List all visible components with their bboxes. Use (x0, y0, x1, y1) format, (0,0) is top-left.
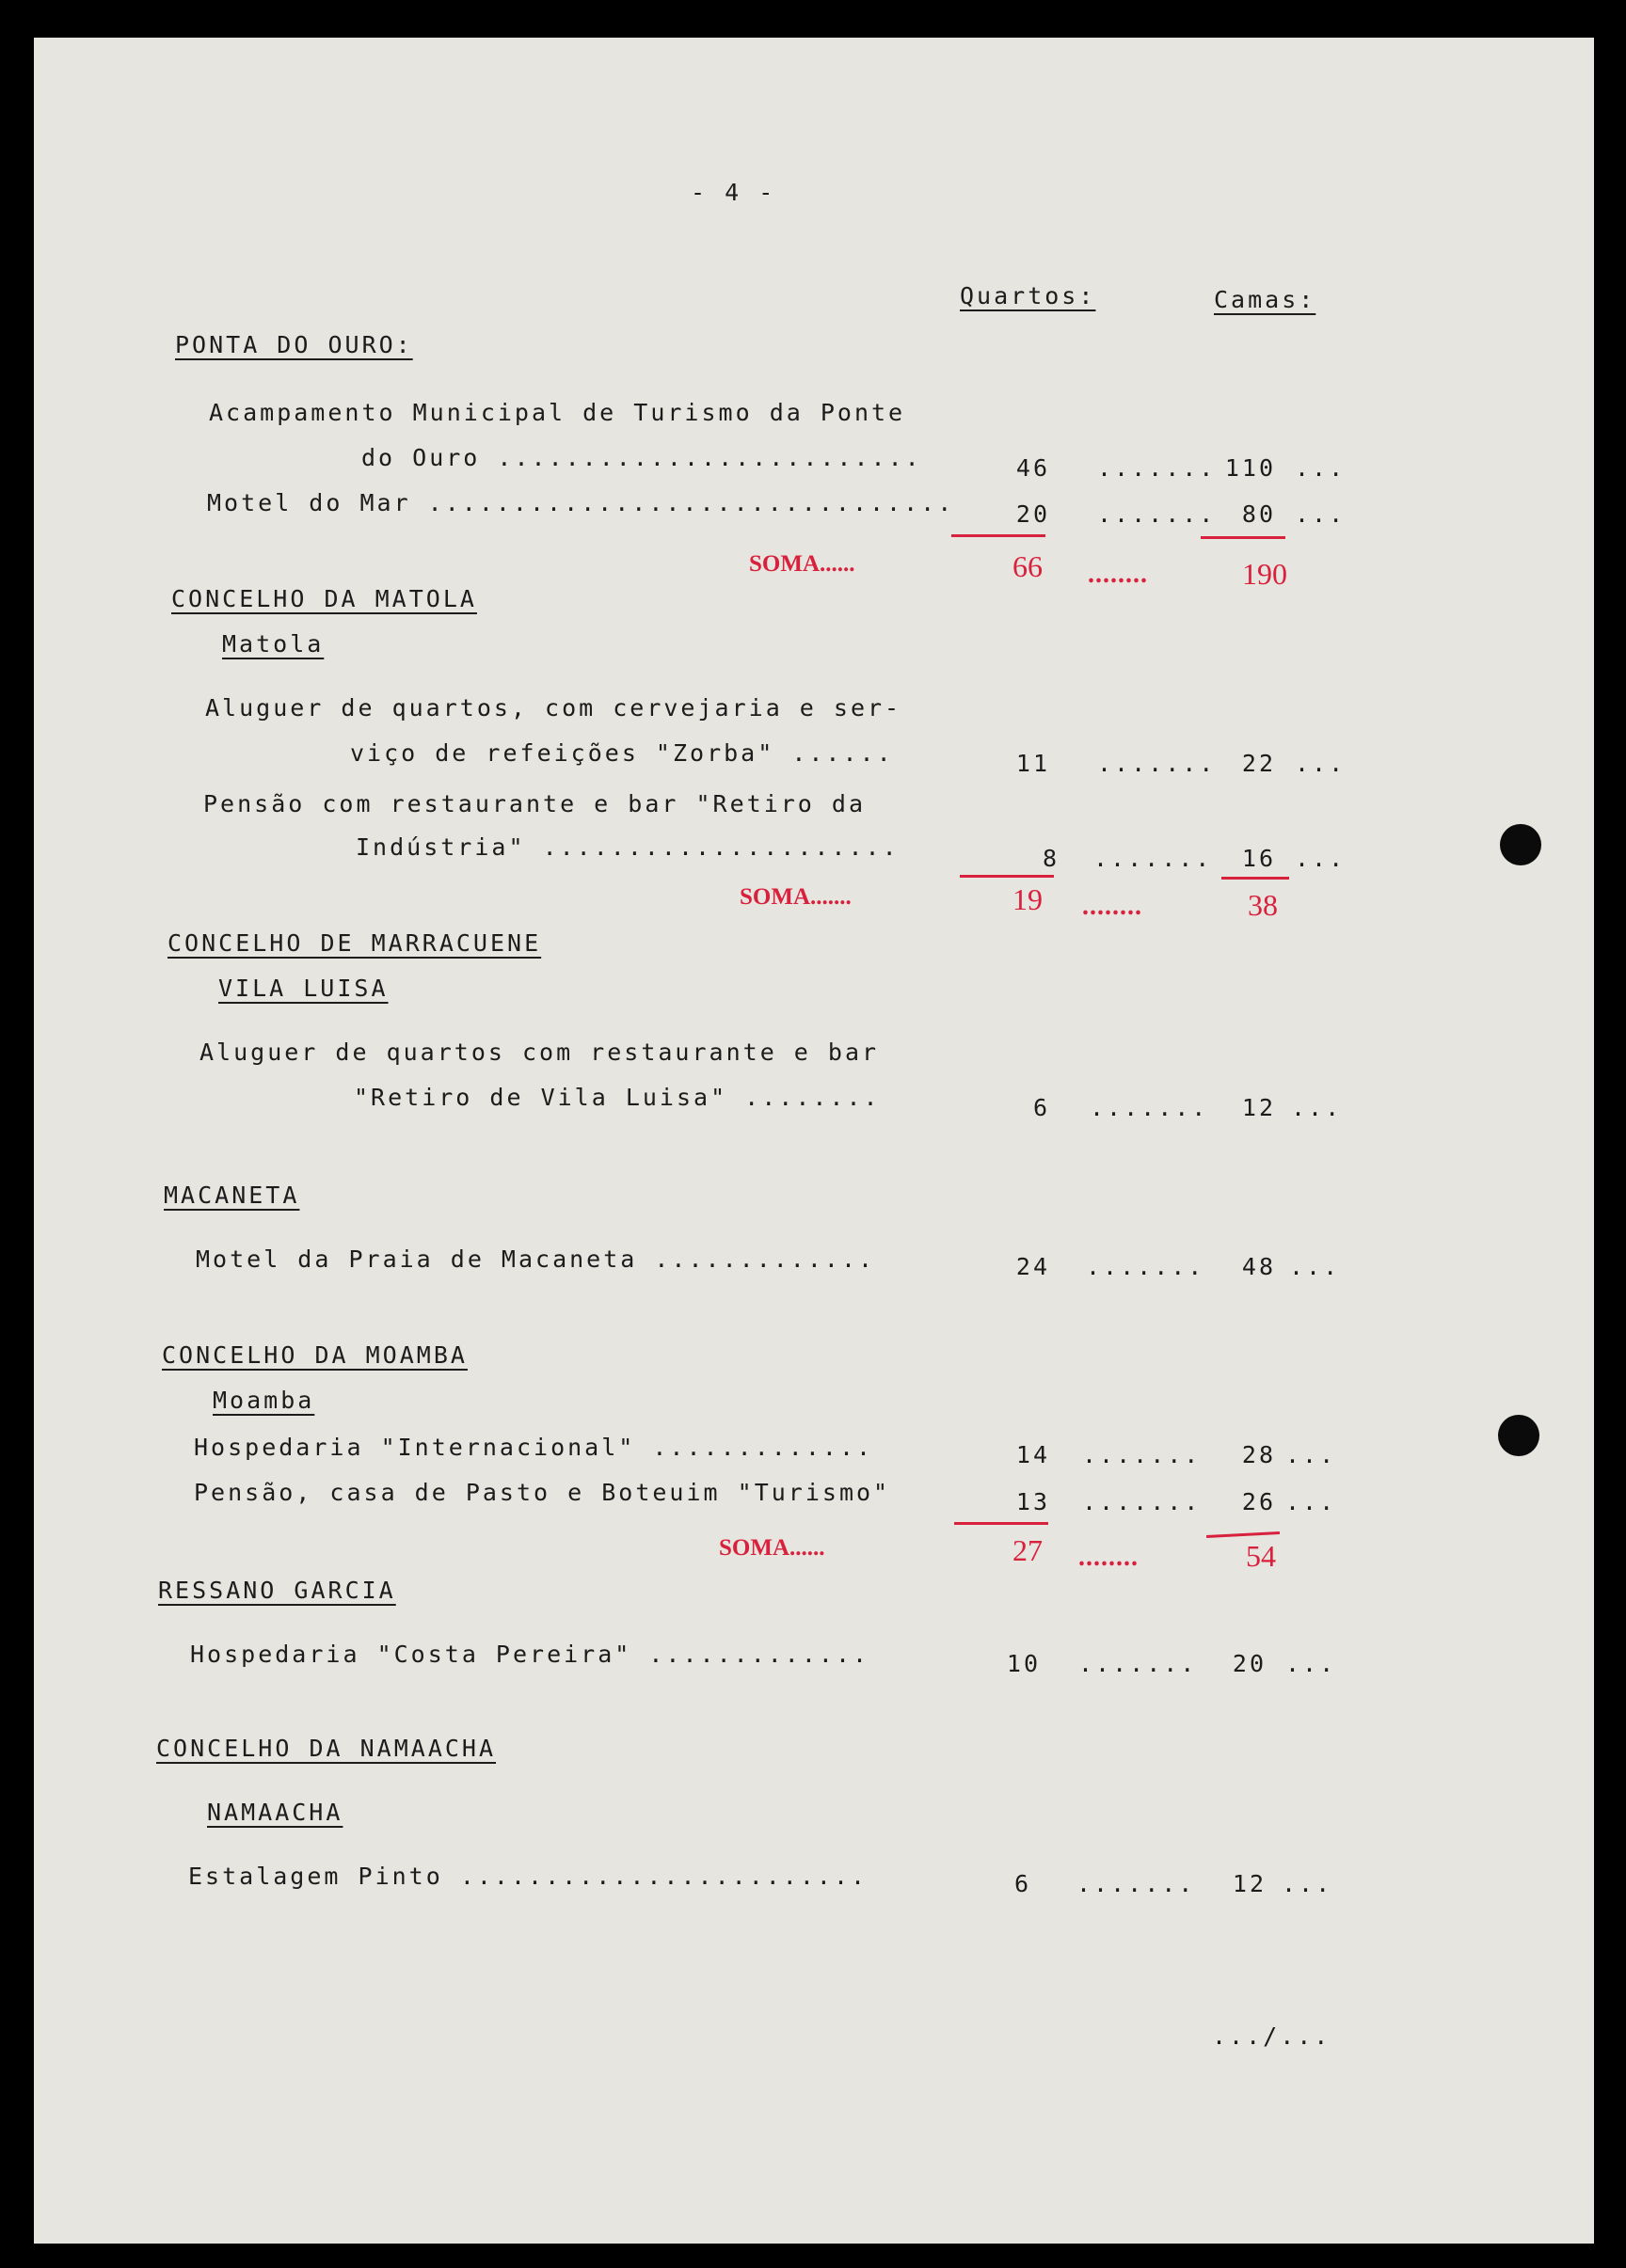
camas-value: 48 (1241, 1253, 1276, 1280)
section-title-matola: CONCELHO DA MATOLA (171, 585, 477, 612)
trail-dots: ... (1295, 500, 1347, 528)
trail-dots: ... (1289, 1253, 1341, 1280)
entry-line: Estalagem Pinto ........................ (188, 1863, 869, 1890)
camas-value: 28 (1241, 1441, 1276, 1468)
camas-value: 12 (1241, 1094, 1276, 1121)
trail-dots: ... (1285, 1488, 1337, 1515)
soma-quartos: 27 (1012, 1533, 1043, 1567)
punch-hole-top (1500, 824, 1541, 865)
camas-value: 20 (1232, 1650, 1267, 1677)
section-title-macaneta: MACANETA (164, 1182, 300, 1209)
quartos-value: 46 (1015, 454, 1050, 482)
quartos-value: 10 (1006, 1650, 1041, 1677)
soma-camas: 190 (1242, 557, 1287, 591)
column-header-quartos: Quartos: (960, 282, 1096, 309)
quartos-value: 20 (1015, 500, 1050, 528)
entry-line: Hospedaria "Costa Pereira" ............. (190, 1641, 870, 1668)
red-sum-rule (951, 534, 1045, 537)
subsection-title-vila-luisa: VILA LUISA (218, 975, 389, 1002)
trail-dots: ... (1285, 1441, 1337, 1468)
section-title-marracuene: CONCELHO DE MARRACUENE (167, 929, 542, 957)
leader-dots: ....... (1082, 1441, 1202, 1468)
leader-dots: ....... (1090, 1094, 1209, 1121)
soma-quartos: 66 (1012, 549, 1043, 583)
quartos-value: 11 (1015, 750, 1050, 777)
entry-line: Aluguer de quartos com restaurante e bar (199, 1039, 880, 1066)
leader-dots: ....... (1082, 1488, 1202, 1515)
leader-dots: ....... (1078, 1650, 1198, 1677)
soma-label: SOMA....... (740, 884, 852, 910)
leader-dots: ....... (1097, 454, 1217, 482)
entry-line: "Retiro de Vila Luisa" ........ (354, 1084, 881, 1111)
red-sum-rule (1206, 1531, 1280, 1538)
column-header-camas: Camas: (1214, 286, 1316, 313)
quartos-value: 6 (1032, 1094, 1050, 1121)
entry-line: Aluguer de quartos, com cervejaria e ser- (205, 694, 902, 722)
camas-value: 26 (1241, 1488, 1276, 1515)
camas-value: 80 (1241, 500, 1276, 528)
trail-dots: ... (1291, 1094, 1343, 1121)
section-title-ponta-do-ouro: PONTA DO OURO: (175, 331, 413, 358)
red-dots: ........ (1088, 560, 1148, 589)
leader-dots: ....... (1076, 1870, 1196, 1897)
quartos-value: 8 (1042, 845, 1060, 872)
camas-value: 16 (1241, 845, 1276, 872)
entry-line: Motel do Mar ............................... (207, 489, 955, 516)
quartos-value: 14 (1015, 1441, 1050, 1468)
trail-dots: ... (1282, 1870, 1333, 1897)
section-title-moamba: CONCELHO DA MOAMBA (162, 1341, 468, 1369)
camas-value: 110 (1224, 454, 1276, 482)
entry-line: Acampamento Municipal de Turismo da Ponte (209, 399, 906, 426)
soma-camas: 54 (1246, 1539, 1276, 1573)
entry-line: Pensão com restaurante e bar "Retiro da (203, 790, 866, 817)
entry-line: Hospedaria "Internacional" ............. (194, 1434, 874, 1461)
continuation-mark: .../... (1212, 2022, 1331, 2050)
entry-line: Indústria" ..................... (356, 833, 900, 861)
trail-dots: ... (1295, 750, 1347, 777)
page-number: - 4 - (691, 179, 776, 206)
camas-value: 12 (1232, 1870, 1267, 1897)
soma-label: SOMA...... (719, 1535, 825, 1561)
quartos-value: 24 (1015, 1253, 1050, 1280)
leader-dots: ....... (1086, 1253, 1205, 1280)
subsection-title-moamba: Moamba (213, 1387, 315, 1414)
quartos-value: 6 (1013, 1870, 1031, 1897)
section-title-ressano-garcia: RESSANO GARCIA (158, 1577, 396, 1604)
leader-dots: ....... (1097, 500, 1217, 528)
soma-label: SOMA...... (749, 551, 855, 577)
trail-dots: ... (1285, 1650, 1337, 1677)
subsection-title-matola: Matola (222, 630, 325, 658)
soma-quartos: 19 (1012, 882, 1043, 916)
leader-dots: ....... (1093, 845, 1213, 872)
red-sum-rule (1201, 536, 1285, 539)
entry-line: Pensão, casa de Pasto e Boteuim "Turismo" (194, 1479, 891, 1506)
leader-dots: ....... (1097, 750, 1217, 777)
red-sum-rule (1221, 877, 1289, 880)
section-title-namaacha: CONCELHO DA NAMAACHA (156, 1735, 497, 1762)
document-page (34, 38, 1594, 2244)
trail-dots: ... (1295, 845, 1347, 872)
red-sum-rule (960, 875, 1054, 878)
subsection-title-namaacha: NAMAACHA (207, 1799, 343, 1826)
entry-line: do Ouro ......................... (361, 444, 922, 471)
soma-camas: 38 (1248, 888, 1278, 922)
red-sum-rule (954, 1522, 1048, 1525)
entry-line: Motel da Praia de Macaneta ............. (196, 1245, 876, 1273)
punch-hole-bottom (1498, 1415, 1539, 1456)
trail-dots: ... (1295, 454, 1347, 482)
red-dots: ........ (1082, 892, 1142, 921)
entry-line: viço de refeições "Zorba" ...... (350, 739, 894, 767)
red-dots: ........ (1078, 1543, 1139, 1572)
camas-value: 22 (1241, 750, 1276, 777)
quartos-value: 13 (1015, 1488, 1050, 1515)
